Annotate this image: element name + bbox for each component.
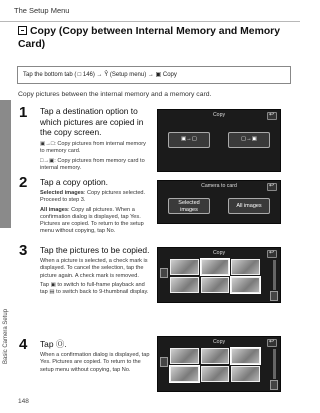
thumbnail[interactable]	[170, 348, 199, 364]
all-images-button[interactable]: All images	[228, 198, 270, 214]
step-1-desc-line: ▣→□: Copy pictures from internal memory to memory card.	[40, 141, 146, 155]
thumbnail[interactable]	[231, 348, 260, 364]
step-3-text: Tap the pictures to be copied.	[40, 245, 150, 255]
option-name: All images	[40, 206, 68, 213]
step-2-desc	[40, 190, 152, 238]
ok-icon[interactable]	[270, 291, 278, 301]
step-2-text: Tap a copy option.	[40, 177, 108, 187]
option-name: Selected images	[40, 190, 84, 196]
option-desc: : Copy all pictures. When a confirmation dialog is displayed, tap Yes. Pictures are copied. To return to the setup menu without copying, tap No.	[40, 206, 144, 235]
step-1-number: 1	[19, 104, 28, 121]
copy-direction-icon: ▣→▢	[181, 136, 197, 142]
back-icon[interactable]	[267, 250, 277, 258]
step-4-text: Tap Ⓞ.	[40, 339, 67, 349]
camera-to-card-screen	[157, 180, 281, 224]
side-tab-marker	[0, 100, 11, 228]
page-number: 148	[18, 398, 29, 405]
back-icon[interactable]	[267, 339, 277, 347]
step-1-desc	[40, 141, 152, 174]
copy-select-screen	[157, 247, 281, 303]
thumbnail-row	[170, 348, 260, 364]
copy-confirm-screen	[157, 336, 281, 392]
page-title	[18, 26, 290, 51]
copy-direction-icon: ▢→▣	[241, 136, 257, 142]
back-icon[interactable]	[267, 183, 277, 191]
step-4-number: 4	[19, 336, 28, 353]
thumbnail[interactable]	[231, 366, 260, 382]
copy-icon	[18, 26, 27, 35]
step-3-desc-line: Tap ▣ to switch to full-frame playback and tap ▤ to switch back to 9-thumbnail display.	[40, 281, 149, 296]
copy-confirm-title: Copy	[212, 339, 226, 345]
page-header	[0, 0, 300, 22]
back-icon[interactable]	[267, 112, 277, 120]
copy-select-title: Copy	[212, 250, 226, 256]
full-frame-icon[interactable]	[160, 357, 168, 367]
thumbnail[interactable]	[231, 259, 260, 275]
thumbnail-row	[170, 277, 260, 293]
scrollbar[interactable]	[273, 260, 276, 290]
copy-screen	[157, 109, 281, 172]
side-tab-label-wrap	[3, 256, 11, 366]
selected-images-button[interactable]: Selected images	[168, 198, 210, 214]
page-title-text: Copy (Copy between Internal Memory and Memory Card)	[18, 26, 280, 50]
step-2-number: 2	[19, 174, 28, 191]
option-desc: : Copy pictures selected. Proceed to step 3.	[40, 190, 146, 204]
step-3-desc-line: When a picture is selected, a check mark is displayed. To cancel the selection, tap the picture again. A check mark is removed.	[40, 258, 148, 279]
menu-path-box: Tap the bottom tab ( □ 146) → Ŷ (Setup menu) → ▣ Copy	[17, 66, 291, 84]
thumbnail[interactable]	[231, 277, 260, 293]
thumbnail[interactable]	[170, 277, 199, 293]
step-3-number: 3	[19, 242, 28, 259]
scrollbar[interactable]	[273, 349, 276, 379]
camera-to-card-title: Camera to card	[201, 183, 237, 189]
thumbnail-row	[170, 366, 260, 382]
camera-to-card-button[interactable]	[168, 132, 210, 148]
thumbnail[interactable]	[201, 366, 230, 382]
thumbnail[interactable]	[201, 259, 230, 275]
thumbnail[interactable]	[170, 259, 199, 275]
full-frame-icon[interactable]	[160, 268, 168, 278]
intro-text: Copy pictures between the internal memory and a memory card.	[18, 91, 212, 98]
step-3-desc	[40, 258, 152, 298]
step-4-desc	[40, 352, 152, 376]
step-4-desc-line: When a confirmation dialog is displayed, tap Yes. Pictures are copied. To return to the setup menu without copying, tap No.	[40, 352, 150, 373]
side-tab-label: Basic Camera Setup	[3, 308, 9, 364]
step-1-desc-line: □→▣: Copy pictures from memory card to internal memory.	[40, 157, 145, 171]
thumbnail[interactable]	[201, 348, 230, 364]
thumbnail[interactable]	[201, 277, 230, 293]
header-title: The Setup Menu	[14, 6, 70, 15]
copy-screen-title: Copy	[212, 112, 226, 118]
thumbnail[interactable]	[170, 366, 199, 382]
ok-icon[interactable]	[270, 380, 278, 390]
thumbnail-row	[170, 259, 260, 275]
step-1-text: Tap a destination option to which pictures are copied in the copy screen.	[40, 106, 144, 137]
card-to-camera-button[interactable]	[228, 132, 270, 148]
